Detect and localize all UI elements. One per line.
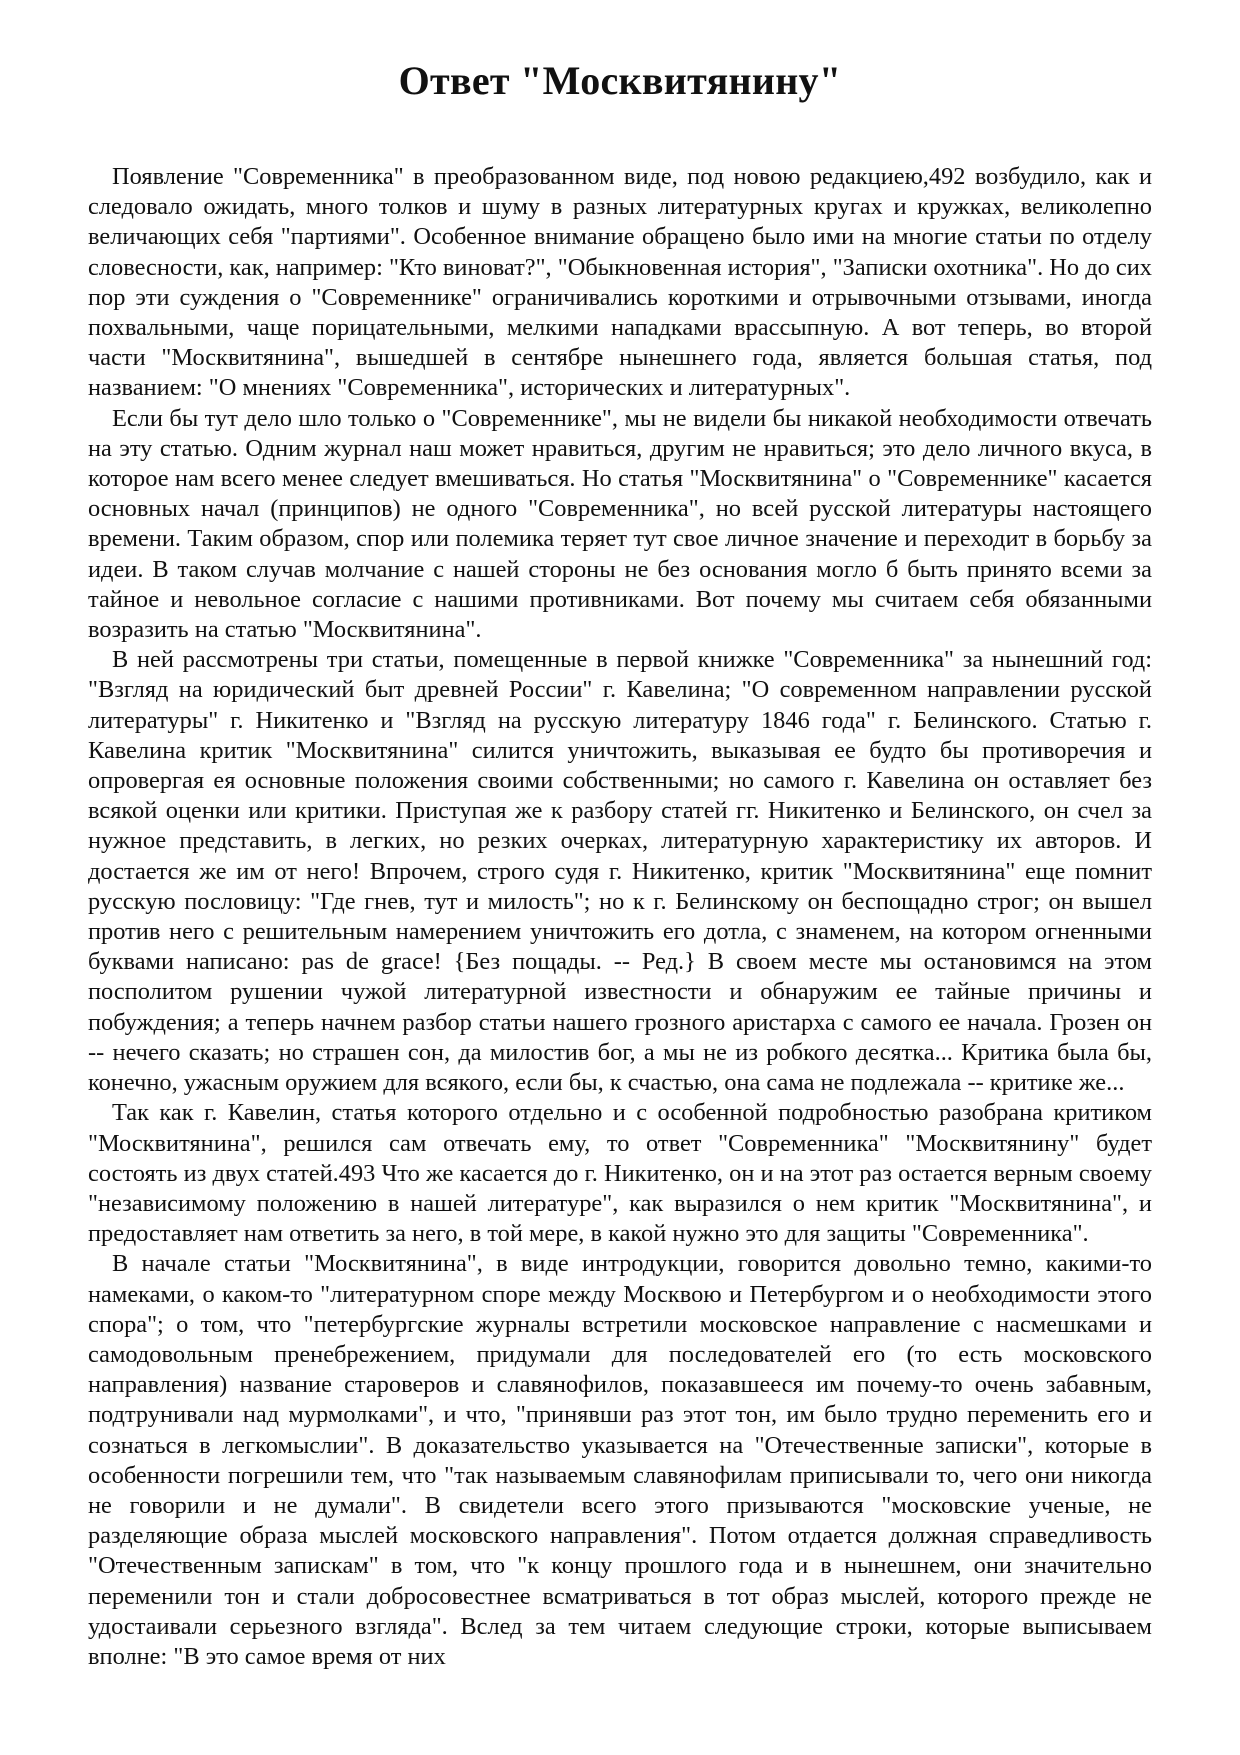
paragraph: В ней рассмотрены три статьи, помещенные в первой книжке "Современника" за нынешний год: "Взгляд на юридический быт древней России" г. Кавелина; "О современном направлении русской литературы" г. Никитенко и "Взгляд на русскую литературу 1846 года" г. Белинского. Статью г. Кавелина критик "Москвитянина" силится уничтожить, выказывая ее будто бы противоречия и опровергая ея основные положения своими собственными; но самого г. Кавелина он оставляет без всякой оценки или критики. Приступая же к разбору статей гг. Никитенко и Белинского, он счел за нужное представить, в легких, но резких очерках, литературную характеристику их авторов. И достается же им от него! Впрочем, строго судя г. Никитенко, критик "Москвитянина" еще помнит русскую пословицу: "Где гнев, тут и милость"; но к г. Белинскому он беспощадно строг; он вышел против него с решительным намерением уничтожить его дотла, с знаменем, на котором огненными буквами написано: pas de grace! {Без пощады. -- Ред.} В своем месте мы остановимся на этом посполитом рушении чужой литературной известности и обнаружим ее тайные причины и побуждения; а теперь начнем разбор статьи нашего грозного аристарха с самого ее начала. Грозен он -- нечего сказать; но страшен сон, да милостив бог, а мы не из робкого десятка... Критика была бы, конечно, ужасным оружием для всякого, если бы, к счастью, она сама не подлежала -- критике же... [88, 646, 1152, 1097]
paragraph: Появление "Современника" в преобразованном виде, под новою редакциею,492 возбудило, как и следовало ожидать, много толков и шуму в разных литературных кругах и кружках, великолепно величающих себя "партиями". Особенное внимание обращено было ими на многие статьи по отделу словесности, как, например: "Кто виноват?", "Обыкновенная история", "Записки охотника". Но до сих пор эти суждения о "Современнике" ограничивались короткими и отрывочными отзывами, иногда похвальными, чаще порицательными, мелкими нападками врассыпную. А вот теперь, во второй части "Москвитянина", вышедшей в сентябре нынешнего года, является большая статья, под названием: "О мнениях "Современника", исторических и литературных". [88, 163, 1152, 402]
paragraph: В начале статьи "Москвитянина", в виде интродукции, говорится довольно темно, какими-то намеками, о каком-то "литературном споре между Москвою и Петербургом и о необходимости этого спора"; о том, что "петербургские журналы встретили московское направление с насмешками и самодовольным пренебрежением, придумали для последователей его (то есть московского направления) название староверов и славянофилов, показавшееся им почему-то очень забавным, подтрунивали над мурмолками", и что, "принявши раз этот тон, им было трудно переменить его и сознаться в легкомыслии". В доказательство указывается на "Отечественные записки", которые в особенности погрешили тем, что "так называемым славянофилам приписывали то, чего они никогда не говорили и не думали". В свидетели всего этого призываются "московские ученые, не разделяющие образа мыслей московского направления". Потом отдается должная справедливость "Отечественным запискам" в том, что "к концу прошлого года и в нынешнем, они значительно переменили тон и стали добросовестнее всматриваться в тот образ мыслей, которого прежде не удостаивали серьезного взгляда". Вслед за тем читаем следующие строки, которые выписываем вполне: "В это самое время от них [88, 1250, 1152, 1670]
paragraph: Если бы тут дело шло только о "Современнике", мы не видели бы никакой необходимости отвечать на эту статью. Одним журнал наш может нравиться, другим не нравиться; это дело личного вкуса, в которое нам всего менее следует вмешиваться. Но статья "Москвитянина" о "Современнике" касается основных начал (принципов) не одного "Современника", но всей русской литературы настоящего времени. Таким образом, спор или полемика теряет тут свое личное значение и переходит в борьбу за идеи. В таком случав молчание с нашей стороны не без основания могло б быть принято всеми за тайное и невольное согласие с нашими противниками. Вот почему мы считаем себя обязанными возразить на статью "Москвитянина". [88, 404, 1152, 644]
page-title: Ответ "Москвитянину" [398, 58, 842, 103]
paragraph: Так как г. Кавелин, статья которого отдельно и с особенной подробностью разобрана критиком "Москвитянина", решился сам отвечать ему, то ответ "Современника" "Москвитянину" будет состоять из двух статей.493 Что же касается до г. Никитенко, он и на этот раз остается верным своему "независимому положению в нашей литературе", как выразился о нем критик "Москвитянина", и предоставляет нам ответить за него, в той мере, в какой нужно это для защиты "Современника". [88, 1099, 1152, 1248]
article-body [88, 162, 1152, 1672]
